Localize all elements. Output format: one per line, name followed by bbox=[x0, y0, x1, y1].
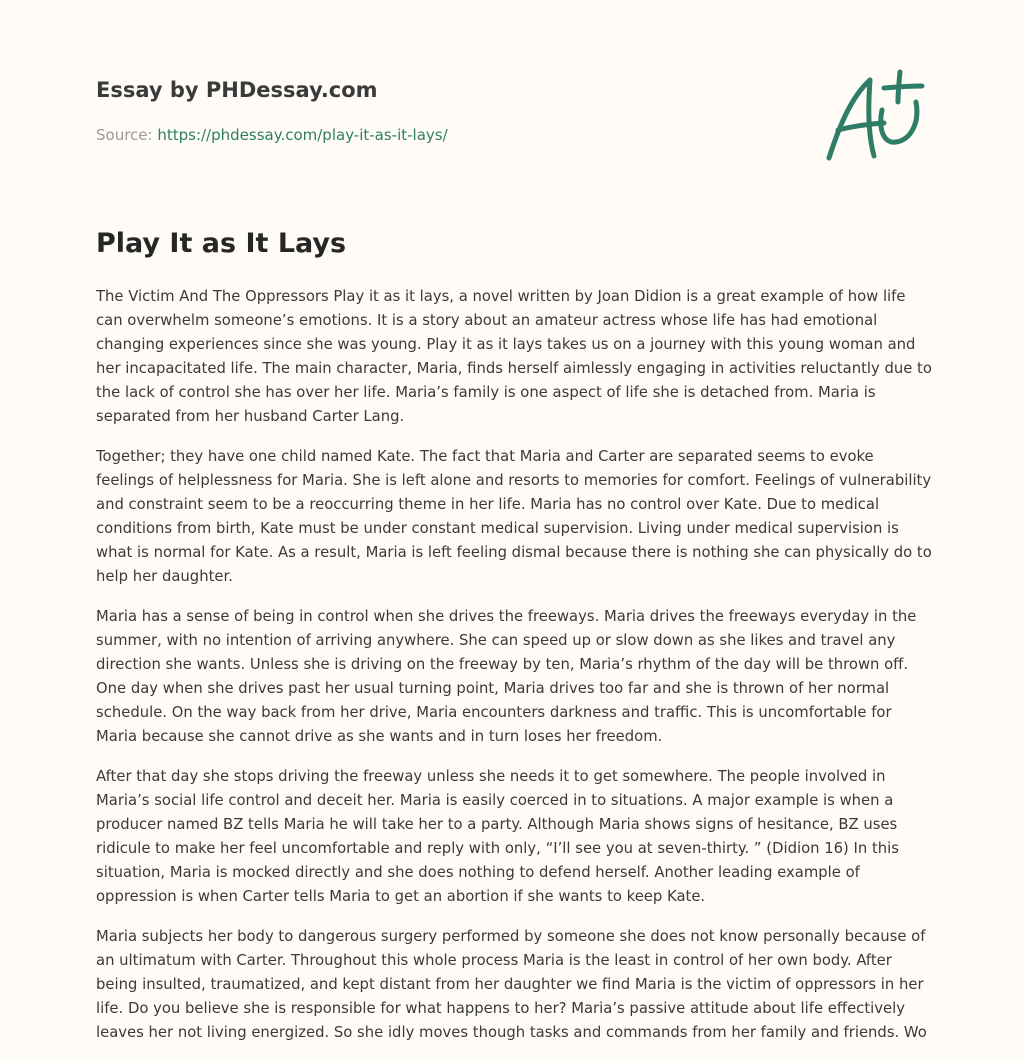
source-line bbox=[96, 125, 928, 145]
source-label: Source: bbox=[96, 126, 158, 144]
page-header bbox=[96, 76, 928, 145]
paragraph: After that day she stops driving the freeway unless she needs it to get somewhere. The people involved in Maria’s social life control and deceit her. Maria is easily coerced in to situations. A major example is when a producer named BZ tells Maria he will take her to a party. Although Maria shows signs of hesitance, BZ uses ridicule to make her feel uncomfortable and reply with only, “I’ll see you at seven-thirty. ” (Didion 16) In this situation, Maria is mocked directly and she does nothing to defend herself. Another leading example of oppression is when Carter tells Maria to get an abortion if she wants to keep Kate. bbox=[96, 768, 899, 905]
page-title: Play It as It Lays bbox=[96, 228, 347, 259]
paragraph: Together; they have one child named Kate. The fact that Maria and Carter are separated seems to evoke feelings of helplessness for Maria. She is left alone and resorts to memories for comfort. Feelings of vulnerability and constraint seem to be a reoccurring theme in her life. Maria has no control over Kate. Due to medical conditions from birth, Kate must be under constant medical supervision. Living under medical supervision is what is normal for Kate. As a result, Maria is left feeling dismal because there is nothing she can physically do to help her daughter. bbox=[96, 448, 932, 585]
paragraph: The Victim And The Oppressors Play it as it lays, a novel written by Joan Didion is a great example of how life can overwhelm someone’s emotions. It is a story about an amateur actress whose life has had emotional changing experiences since she was young. Play it as it lays takes us on a journey with this young woman and her incapacitated life. The main character, Maria, finds herself aimlessly engaging in activities reluctantly due to the lack of control she has over her life. Maria’s family is one aspect of life she is detached from. Maria is separated from her husband Carter Lang. bbox=[96, 288, 932, 425]
paragraph: Maria subjects her body to dangerous surgery performed by someone she does not know personally because of an ultimatum with Carter. Throughout this whole process Maria is the least in control of her own body. After being insulted, traumatized, and kept distant from her daughter we find Maria is the victim of oppressors in her life. Do you believe she is responsible for what happens to her? Maria’s passive attitude about life effectively leaves her not living energized. So she idly moves though tasks and commands from her family and friends. Wo bbox=[96, 928, 927, 1041]
paragraph: Maria has a sense of being in control when she drives the freeways. Maria drives the freeways everyday in the summer, with no intention of arriving anywhere. She can speed up or slow down as she likes and travel any direction she wants. Unless she is driving on the freeway by ten, Maria’s rhythm of the day will be thrown off. One day when she drives past her usual turning point, Maria drives too far and she is thrown of her normal schedule. On the way back from her drive, Maria encounters darkness and traffic. This is uncomfortable for Maria because she cannot drive as she wants and in turn loses her freedom. bbox=[96, 608, 917, 745]
essay-body bbox=[96, 285, 932, 1061]
brand-title: Essay by PHDessay.com bbox=[96, 78, 378, 102]
a-plus-logo-icon bbox=[822, 68, 928, 166]
source-link[interactable]: https://phdessay.com/play-it-as-it-lays/ bbox=[157, 126, 448, 144]
